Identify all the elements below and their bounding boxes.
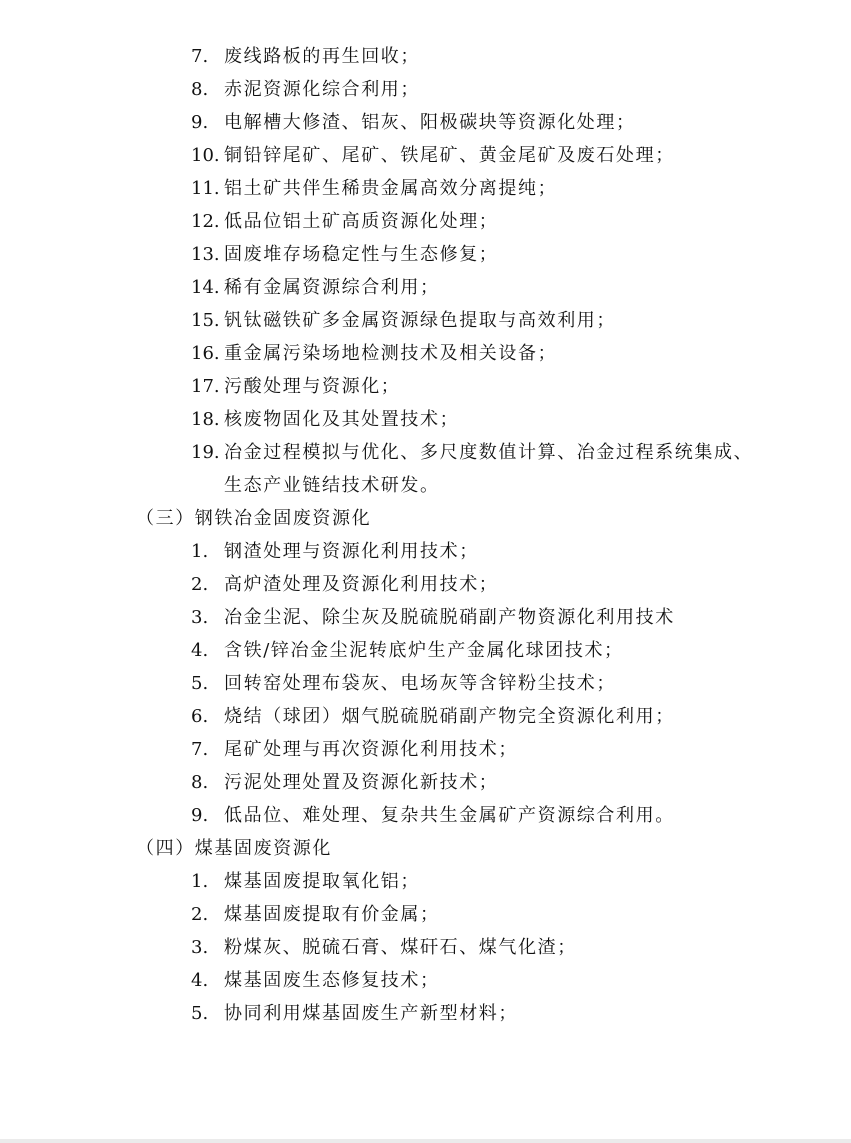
item-number: 19. bbox=[191, 442, 220, 463]
section-heading: （四）煤基固废资源化 bbox=[136, 838, 332, 859]
item-text: 冶金尘泥、除尘灰及脱硫脱硝副产物资源化利用技术 bbox=[224, 607, 675, 628]
item-number: 8. bbox=[191, 79, 209, 100]
list-item bbox=[191, 898, 440, 931]
list-item bbox=[191, 931, 577, 964]
item-number: 3. bbox=[191, 607, 209, 628]
item-number: 14. bbox=[191, 277, 220, 298]
page-bottom-divider bbox=[0, 1139, 851, 1143]
item-number: 8. bbox=[191, 772, 209, 793]
item-text: 重金属污染场地检测技术及相关设备； bbox=[224, 343, 558, 364]
item-text: 钒钛磁铁矿多金属资源绿色提取与高效利用； bbox=[224, 310, 616, 331]
list-item bbox=[191, 634, 624, 667]
item-number: 3. bbox=[191, 937, 209, 958]
item-number: 1. bbox=[191, 541, 209, 562]
list-item bbox=[191, 304, 616, 337]
list-item bbox=[191, 865, 420, 898]
item-text: 粉煤灰、脱硫石膏、煤矸石、煤气化渣； bbox=[224, 937, 577, 958]
item-number: 7. bbox=[191, 739, 209, 760]
list-item bbox=[191, 370, 400, 403]
item-number: 2. bbox=[191, 574, 209, 595]
item-text: 煤基固废提取有价金属； bbox=[224, 904, 440, 925]
item-text: 赤泥资源化综合利用； bbox=[224, 79, 420, 100]
item-text: 铜铅锌尾矿、尾矿、铁尾矿、黄金尾矿及废石处理； bbox=[224, 145, 675, 166]
item-number: 2. bbox=[191, 904, 209, 925]
list-item bbox=[191, 139, 675, 172]
item-text: 烧结（球团）烟气脱硫脱硝副产物完全资源化利用； bbox=[224, 706, 675, 727]
item-text: 污酸处理与资源化； bbox=[224, 376, 401, 397]
item-text: 核废物固化及其处置技术； bbox=[224, 409, 460, 430]
item-text: 稀有金属资源综合利用； bbox=[224, 277, 440, 298]
list-item bbox=[191, 271, 440, 304]
item-number: 1. bbox=[191, 871, 209, 892]
list-item bbox=[191, 568, 498, 601]
item-text: 钢渣处理与资源化利用技术； bbox=[224, 541, 479, 562]
item-text: 煤基固废生态修复技术； bbox=[224, 970, 440, 991]
list-item bbox=[191, 766, 498, 799]
item-number: 10. bbox=[191, 145, 220, 166]
item-number: 11. bbox=[191, 178, 220, 199]
item-number: 17. bbox=[191, 376, 220, 397]
item-number: 18. bbox=[191, 409, 220, 430]
list-item bbox=[191, 601, 675, 634]
list-item bbox=[191, 403, 459, 436]
list-item bbox=[191, 667, 616, 700]
list-item bbox=[191, 700, 675, 733]
item-number: 7. bbox=[191, 46, 209, 67]
list-item bbox=[191, 238, 498, 271]
list-item bbox=[191, 799, 675, 832]
item-text: 低品位、难处理、复杂共生金属矿产资源综合利用。 bbox=[224, 805, 675, 826]
item-text: 固废堆存场稳定性与生态修复； bbox=[224, 244, 499, 265]
list-item bbox=[191, 436, 753, 469]
item-text: 低品位铝土矿高质资源化处理； bbox=[224, 211, 499, 232]
item-number: 9. bbox=[191, 112, 209, 133]
item-text: 煤基固废提取氧化铝； bbox=[224, 871, 420, 892]
list-item bbox=[191, 40, 420, 73]
item-number: 16. bbox=[191, 343, 220, 364]
item-number: 4. bbox=[191, 970, 209, 991]
item-text: 铝土矿共伴生稀贵金属高效分离提纯； bbox=[224, 178, 558, 199]
item-number: 6. bbox=[191, 706, 209, 727]
section-heading: （三）钢铁冶金固废资源化 bbox=[136, 508, 372, 529]
list-item-continuation: 生态产业链结技术研发。 bbox=[224, 475, 440, 496]
list-item bbox=[191, 172, 557, 205]
list-item bbox=[191, 997, 518, 1030]
item-number: 5. bbox=[191, 673, 209, 694]
item-text: 回转窑处理布袋灰、电场灰等含锌粉尘技术； bbox=[224, 673, 616, 694]
list-item bbox=[191, 205, 498, 238]
item-number: 12. bbox=[191, 211, 220, 232]
item-number: 4. bbox=[191, 640, 209, 661]
item-text: 污泥处理处置及资源化新技术； bbox=[224, 772, 499, 793]
item-number: 9. bbox=[191, 805, 209, 826]
item-text: 尾矿处理与再次资源化利用技术； bbox=[224, 739, 518, 760]
item-text: 协同利用煤基固废生产新型材料； bbox=[224, 1003, 518, 1024]
item-text: 电解槽大修渣、铝灰、阳极碳块等资源化处理； bbox=[224, 112, 636, 133]
item-text: 冶金过程模拟与优化、多尺度数值计算、冶金过程系统集成、 bbox=[224, 442, 754, 463]
list-item bbox=[191, 535, 479, 568]
item-number: 13. bbox=[191, 244, 220, 265]
item-number: 15. bbox=[191, 310, 220, 331]
list-item bbox=[191, 964, 440, 997]
list-item bbox=[191, 733, 518, 766]
item-text: 高炉渣处理及资源化利用技术； bbox=[224, 574, 499, 595]
list-item bbox=[191, 73, 420, 106]
list-item bbox=[191, 337, 557, 370]
item-text: 含铁/锌冶金尘泥转底炉生产金属化球团技术； bbox=[224, 640, 624, 661]
item-number: 5. bbox=[191, 1003, 209, 1024]
list-item bbox=[191, 106, 636, 139]
item-text: 废线路板的再生回收； bbox=[224, 46, 420, 67]
